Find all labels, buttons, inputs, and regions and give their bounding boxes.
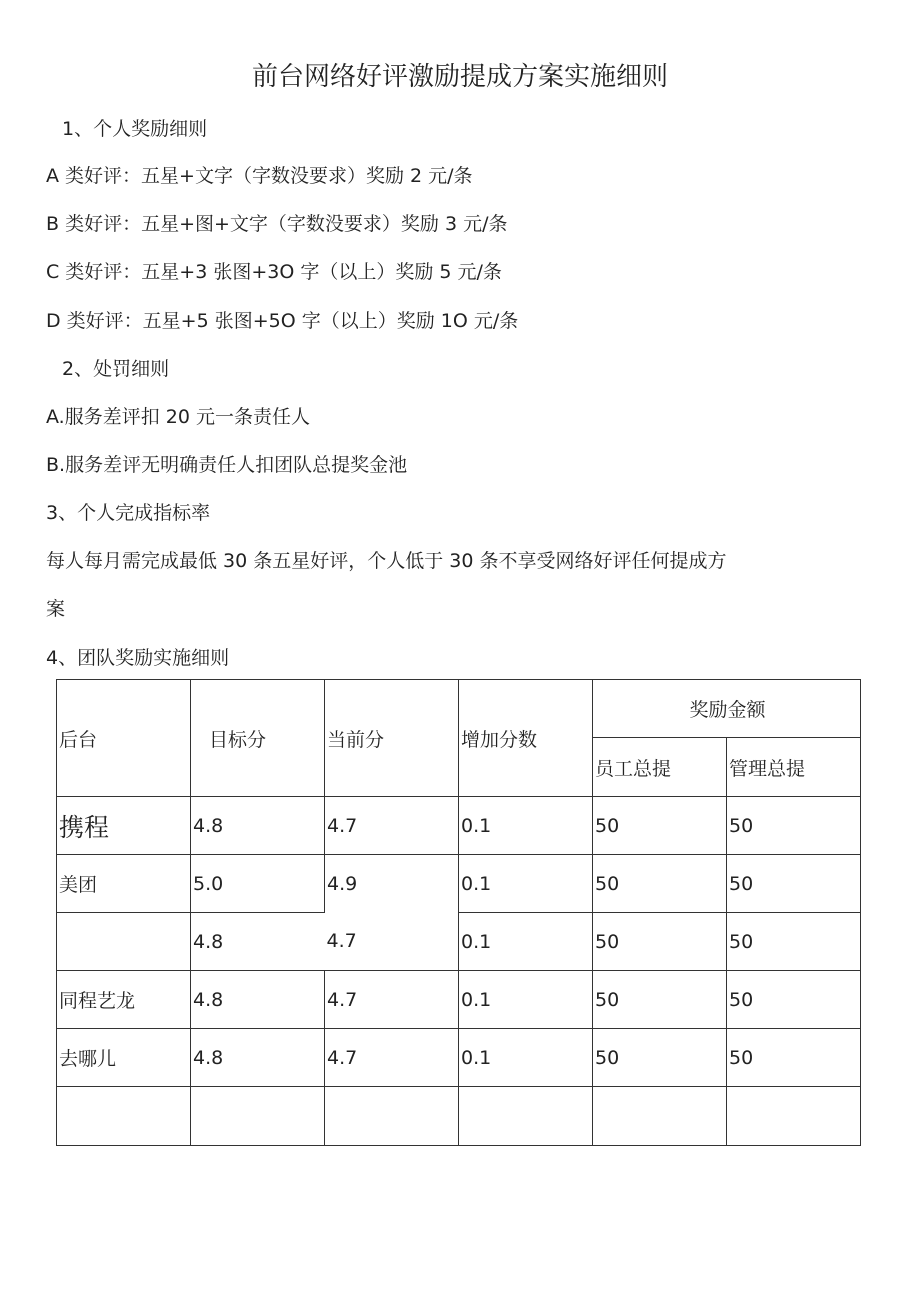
table-row bbox=[57, 1087, 861, 1146]
increase-cell: 0.1 bbox=[459, 971, 593, 1029]
target-cell bbox=[191, 1087, 325, 1146]
current-cell bbox=[325, 1087, 459, 1146]
table-row bbox=[57, 1029, 861, 1087]
header-reward: 奖励金额 bbox=[593, 680, 861, 738]
table-row bbox=[57, 971, 861, 1029]
penalty-item-b: B.服务差评无明确责任人扣团队总提奖金池 bbox=[46, 454, 408, 476]
section-2-heading: 2、处罚细则 bbox=[62, 358, 170, 380]
header-management: 管理总提 bbox=[727, 738, 861, 797]
increase-cell: 0.1 bbox=[459, 1029, 593, 1087]
management-cell bbox=[727, 1087, 861, 1146]
header-staff: 员工总提 bbox=[593, 738, 727, 797]
team-reward-table bbox=[56, 679, 861, 1146]
target-cell: 5.0 bbox=[191, 855, 325, 913]
staff-cell bbox=[593, 1087, 727, 1146]
target-cell: 4.8 bbox=[191, 797, 325, 855]
document-title: 前台网络好评激励提成方案实施细则 bbox=[251, 62, 668, 92]
penalty-item-a: A.服务差评扣 20 元一条责任人 bbox=[46, 406, 310, 428]
header-current: 当前分 bbox=[325, 680, 459, 797]
staff-cell: 50 bbox=[593, 913, 727, 971]
header-backend: 后台 bbox=[57, 680, 191, 797]
platform-cell: 去哪儿 bbox=[57, 1029, 191, 1087]
platform-cell: 同程艺龙 bbox=[57, 971, 191, 1029]
table-row bbox=[57, 797, 861, 855]
platform-cell: 携程 bbox=[57, 797, 191, 855]
management-cell: 50 bbox=[727, 971, 861, 1029]
current-cell: 4.7 bbox=[325, 913, 459, 971]
target-cell: 4.8 bbox=[191, 971, 325, 1029]
platform-cell: 美团 bbox=[57, 855, 191, 913]
header-increase: 增加分数 bbox=[459, 680, 593, 797]
section-4-heading: 4、团队奖励实施细则 bbox=[46, 647, 230, 669]
table-header-row bbox=[57, 680, 861, 738]
increase-cell bbox=[459, 1087, 593, 1146]
management-cell: 50 bbox=[727, 1029, 861, 1087]
current-cell: 4.7 bbox=[325, 1029, 459, 1087]
staff-cell: 50 bbox=[593, 797, 727, 855]
management-cell: 50 bbox=[727, 855, 861, 913]
management-cell: 50 bbox=[727, 913, 861, 971]
current-cell: 4.9 bbox=[325, 855, 459, 913]
section-3-text-line-1: 每人每月需完成最低 30 条五星好评，个人低于 30 条不享受网络好评任何提成方 bbox=[46, 550, 727, 572]
current-cell: 4.7 bbox=[325, 971, 459, 1029]
increase-cell: 0.1 bbox=[459, 913, 593, 971]
staff-cell: 50 bbox=[593, 1029, 727, 1087]
section-1-heading: 1、个人奖励细则 bbox=[62, 118, 208, 140]
section-3-heading: 3、个人完成指标率 bbox=[46, 502, 211, 524]
table-row bbox=[57, 913, 861, 971]
platform-cell bbox=[57, 913, 191, 971]
header-target: 目标分 bbox=[191, 680, 325, 797]
reward-item-d: D 类好评：五星+5 张图+5O 字（以上）奖励 1O 元/条 bbox=[46, 310, 519, 332]
reward-item-c: C 类好评：五星+3 张图+3O 字（以上）奖励 5 元/条 bbox=[46, 261, 502, 283]
staff-cell: 50 bbox=[593, 855, 727, 913]
reward-item-a: A 类好评：五星+文字（字数没要求）奖励 2 元/条 bbox=[46, 165, 473, 187]
increase-cell: 0.1 bbox=[459, 797, 593, 855]
target-cell: 4.8 bbox=[191, 913, 325, 971]
current-cell: 4.7 bbox=[325, 797, 459, 855]
management-cell: 50 bbox=[727, 797, 861, 855]
reward-item-b: B 类好评：五星+图+文字（字数没要求）奖励 3 元/条 bbox=[46, 213, 508, 235]
increase-cell: 0.1 bbox=[459, 855, 593, 913]
target-cell: 4.8 bbox=[191, 1029, 325, 1087]
section-3-text-line-2: 案 bbox=[46, 598, 66, 620]
platform-cell bbox=[57, 1087, 191, 1146]
staff-cell: 50 bbox=[593, 971, 727, 1029]
table-row bbox=[57, 855, 861, 913]
